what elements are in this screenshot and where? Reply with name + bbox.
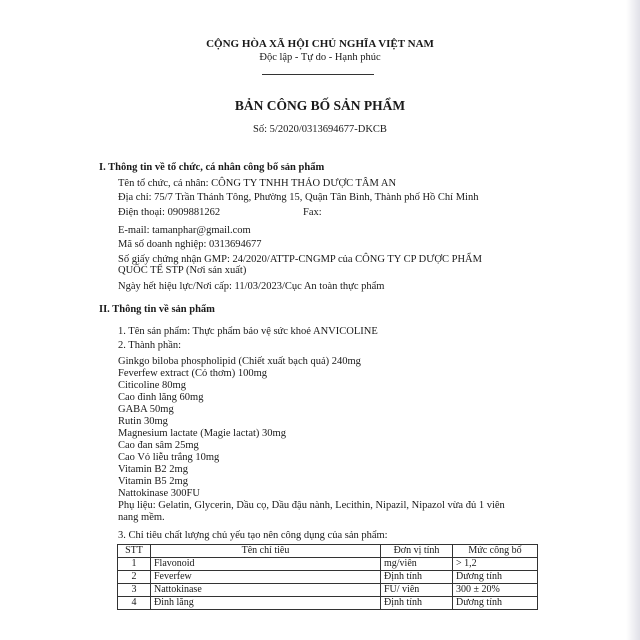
quality-heading: 3. Chỉ tiêu chất lượng chủ yếu tạo nên công dụng của sản phẩm: (118, 530, 388, 541)
table-header-row (118, 545, 538, 558)
ingredient-item: Citicoline 80mg (118, 380, 186, 391)
ingredient-item: Nattokinase 300FU (118, 488, 200, 499)
excipients-line-1: Phụ liệu: Gelatin, Glycerin, Dầu cọ, Dầu đậu nành, Lecithin, Nipazil, Nipazol vừa đủ 1 viên (118, 500, 505, 511)
table-cell: Định tính (381, 571, 453, 584)
table-cell: 300 ± 20% (453, 584, 538, 597)
certificate-validity: Ngày hết hiệu lực/Nơi cấp: 11/03/2023/Cục An toàn thực phẩm (118, 281, 385, 292)
ingredient-item: Rutin 30mg (118, 416, 168, 427)
org-address: Địa chỉ: 75/7 Trần Thánh Tông, Phường 15, Quận Tân Bình, Thành phố Hồ Chí Minh (118, 192, 479, 203)
table-cell: Flavonoid (151, 558, 381, 571)
ingredient-item: Vitamin B2 2mg (118, 464, 188, 475)
gmp-certificate-line-1: Số giấy chứng nhận GMP: 24/2020/ATTP-CNGMP của CÔNG TY CP DƯỢC PHẨM (118, 254, 482, 265)
table-cell: Đinh lăng (151, 597, 381, 610)
ingredient-item: Vitamin B5 2mg (118, 476, 188, 487)
section-2-heading: II. Thông tin về sản phẩm (99, 304, 215, 315)
product-name: 1. Tên sản phẩm: Thực phẩm bảo vệ sức khoẻ ANVICOLINE (118, 326, 378, 337)
ingredients-heading: 2. Thành phần: (118, 340, 182, 351)
table-cell: 4 (118, 597, 151, 610)
table-cell: Feverfew (151, 571, 381, 584)
table-header-cell: Mức công bố (453, 545, 538, 558)
document-title: BẢN CÔNG BỐ SẢN PHẨM (234, 98, 406, 113)
org-fax: Fax: (303, 207, 322, 218)
gmp-certificate-line-2: QUỐC TẾ STP (Nơi sản xuất) (118, 265, 247, 276)
ingredient-item: Ginkgo biloba phospholipid (Chiết xuất bạch quả) 240mg (118, 356, 361, 367)
table-cell: Định tính (381, 597, 453, 610)
ingredient-item: Cao Vỏ liễu trắng 10mg (118, 452, 220, 463)
ingredient-item: Cao đinh lăng 60mg (118, 392, 204, 403)
page-edge-shadow (626, 0, 640, 640)
table-header-cell: Tên chỉ tiêu (151, 545, 381, 558)
ingredient-item: Cao đan sâm 25mg (118, 440, 199, 451)
table-cell: > 1,2 (453, 558, 538, 571)
org-name: Tên tổ chức, cá nhân: CÔNG TY TNHH THẢO DƯỢC TÂM AN (118, 178, 397, 189)
motto: Độc lập - Tự do - Hạnh phúc (259, 52, 381, 63)
quality-table (117, 544, 538, 610)
table-header-cell: STT (118, 545, 151, 558)
ingredient-item: GABA 50mg (118, 404, 174, 415)
table-cell: Dương tính (453, 571, 538, 584)
table-cell: 1 (118, 558, 151, 571)
table-cell: Dương tính (453, 597, 538, 610)
table-row (118, 558, 538, 571)
table-cell: mg/viên (381, 558, 453, 571)
org-email: E-mail: tamanphar@gmail.com (118, 225, 251, 236)
section-1-heading: I. Thông tin về tổ chức, cá nhân công bố sản phẩm (99, 162, 325, 173)
excipients-line-2: nang mềm. (118, 512, 165, 523)
ingredient-item: Magnesium lactate (Magie lactat) 30mg (118, 428, 286, 439)
table-row (118, 597, 538, 610)
org-phone: Điện thoại: 0909881262 (118, 207, 221, 218)
header-divider (262, 74, 374, 75)
table-row (118, 571, 538, 584)
table-cell: 3 (118, 584, 151, 597)
table-cell: 2 (118, 571, 151, 584)
org-tax-code: Mã số doanh nghiệp: 0313694677 (118, 239, 262, 250)
table-cell: Nattokinase (151, 584, 381, 597)
ingredient-item: Feverfew extract (Cỏ thơm) 100mg (118, 368, 268, 379)
country-heading: CỘNG HÒA XÃ HỘI CHỦ NGHĨA VIỆT NAM (206, 38, 434, 50)
table-row (118, 584, 538, 597)
table-header-cell: Đơn vị tính (381, 545, 453, 558)
document-number: Số: 5/2020/0313694677-DKCB (253, 124, 387, 135)
table-cell: FU/ viên (381, 584, 453, 597)
